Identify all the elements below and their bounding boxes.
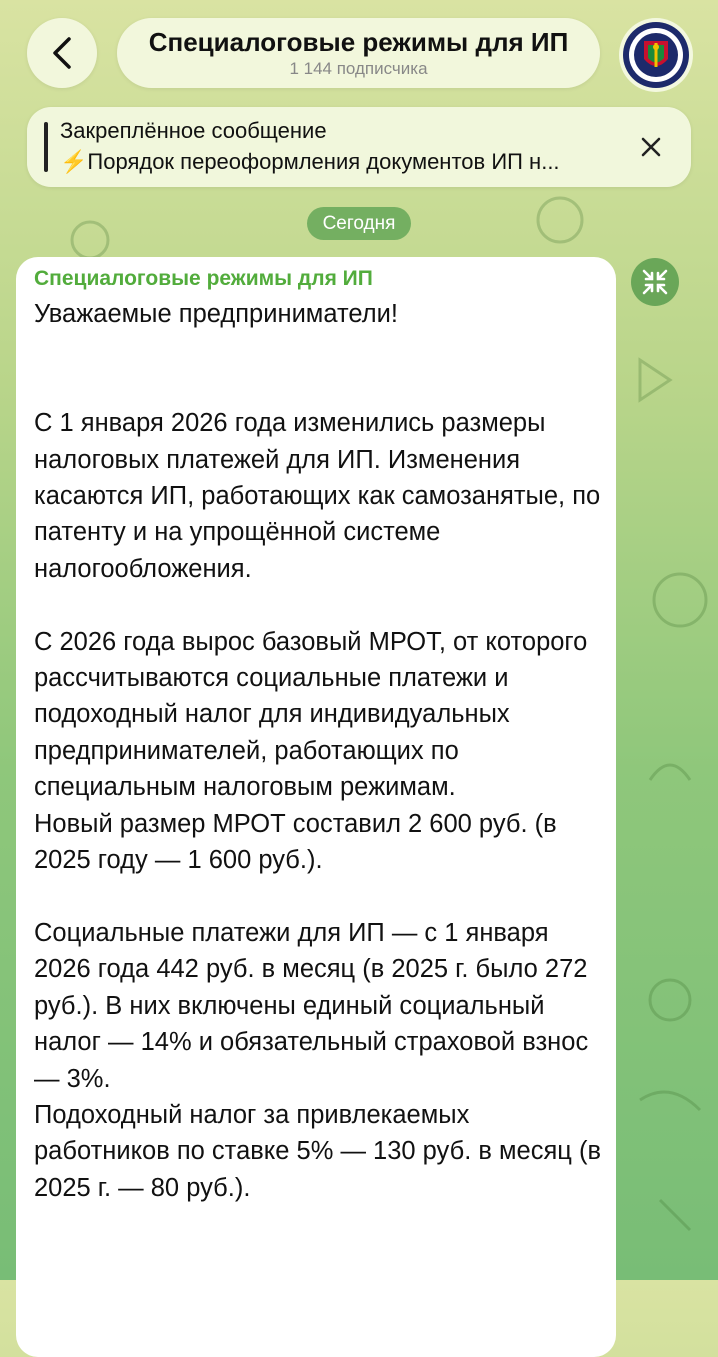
lightning-icon: ⚡ [60, 149, 88, 174]
close-icon[interactable] [635, 131, 667, 163]
message-text: Уважаемые предприниматели! С 1 января 2026 года изменились размеры налоговых платежей для ИП. Изменения касаются ИП, работающих как самозанятые, по патенту и на упрощённой системе налогообложения. С 2026 года вырос базовый МРОТ, от которого рассчитываются социальные платежи и подоходный налог для индивидуальных предпринимателей, работающих по специальным налоговым режимам. Новый размер МРОТ составил 2 600 руб. (в 2025 году — 1 600 руб.). Социальные платежи для ИП — с 1 января 2026 года 442 руб. в месяц (в 2025 г. было 272 руб.). В них включены единый социальный налог — 14% и обязательный страховой взнос — 3%. Подоходный налог за привлекаемых работников по ставке 5% — 130 руб. в месяц (в 2025 г. — 80 руб.). [34, 300, 602, 1202]
message-sender: Специалоговые режимы для ИП [34, 267, 373, 290]
back-button[interactable] [27, 18, 97, 88]
channel-title-header[interactable] [117, 18, 600, 88]
pinned-text [60, 149, 640, 175]
pinned-preview: Порядок переоформления документов ИП н... [87, 149, 560, 174]
channel-avatar[interactable] [619, 18, 693, 92]
subscriber-count: 1 144 подписчика [289, 59, 428, 78]
channel-title: Специалоговые режимы для ИП [148, 27, 569, 57]
collapse-button[interactable] [631, 258, 679, 306]
date-divider: Сегодня [307, 207, 411, 240]
message-bubble[interactable] [16, 257, 616, 1357]
pinned-label: Закреплённое сообщение [60, 118, 327, 143]
channel-emblem-icon [622, 21, 690, 89]
collapse-arrows-icon [641, 268, 669, 296]
pinned-indicator [44, 122, 48, 172]
pinned-message-bar[interactable] [27, 107, 691, 187]
chevron-left-icon [49, 36, 75, 70]
